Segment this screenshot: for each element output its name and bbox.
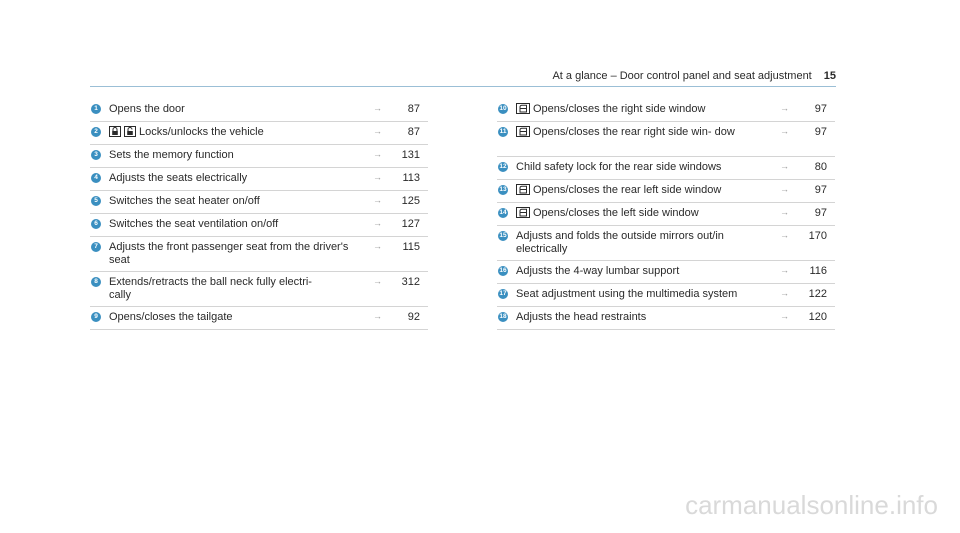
arrow-icon: → xyxy=(373,218,382,228)
item-description xyxy=(516,126,764,139)
list-item xyxy=(497,99,835,122)
item-number-badge: 12 xyxy=(498,162,508,172)
header-title: At a glance – Door control panel and seat adjustment xyxy=(552,70,812,82)
item-number-badge: 4 xyxy=(91,173,101,183)
item-description: Opens the door xyxy=(109,103,185,115)
window-switch-icon xyxy=(516,103,530,114)
item-description: Switches the seat heater on/off xyxy=(109,195,260,207)
item-text: Opens/closes the rear right side win- dow xyxy=(533,126,735,138)
list-item xyxy=(497,284,835,307)
list-item xyxy=(497,226,835,261)
arrow-icon: → xyxy=(373,241,382,251)
page-reference[interactable]: 115 xyxy=(402,241,420,253)
unlock-icon xyxy=(124,126,136,137)
arrow-icon: → xyxy=(780,311,789,321)
item-description: Opens/closes the tailgate xyxy=(109,311,233,323)
page-reference[interactable]: 131 xyxy=(401,149,420,161)
page-reference[interactable]: 87 xyxy=(407,103,420,115)
item-text: Opens/closes the left side window xyxy=(533,207,699,219)
list-item xyxy=(497,307,835,330)
list-item xyxy=(90,99,428,122)
page-reference[interactable]: 312 xyxy=(401,276,420,288)
item-number-badge: 15 xyxy=(498,231,508,241)
arrow-icon: → xyxy=(780,184,789,194)
list-item xyxy=(497,157,835,180)
page-reference[interactable]: 97 xyxy=(814,103,827,115)
list-item xyxy=(90,145,428,168)
item-description: Adjusts the 4-way lumbar support xyxy=(516,265,680,277)
arrow-icon: → xyxy=(373,126,382,136)
item-text: Opens/closes the rear left side window xyxy=(533,184,722,196)
arrow-icon: → xyxy=(780,161,789,171)
list-item xyxy=(90,214,428,237)
arrow-icon: → xyxy=(373,172,382,182)
item-number-badge: 16 xyxy=(498,266,508,276)
window-switch-icon xyxy=(516,126,530,137)
page-reference[interactable]: 113 xyxy=(402,172,420,184)
item-number-badge: 11 xyxy=(498,127,508,137)
item-description: Adjusts the head restraints xyxy=(516,311,647,323)
list-item xyxy=(90,168,428,191)
item-description: Seat adjustment using the multimedia system xyxy=(516,288,738,300)
arrow-icon: → xyxy=(373,103,382,113)
item-description: Switches the seat ventilation on/off xyxy=(109,218,279,230)
list-item xyxy=(90,307,428,330)
list-item xyxy=(497,203,835,226)
arrow-icon: → xyxy=(780,288,789,298)
item-number-badge: 8 xyxy=(91,277,101,287)
arrow-icon: → xyxy=(373,276,382,286)
item-description: Adjusts the front passenger seat from the driver's seat xyxy=(109,241,349,266)
page-reference[interactable]: 87 xyxy=(407,126,420,138)
page-reference[interactable]: 97 xyxy=(814,207,827,219)
item-text: Opens/closes the right side window xyxy=(533,103,706,115)
item-description: Extends/retracts the ball neck fully electri- cally xyxy=(109,276,312,301)
item-number-badge: 10 xyxy=(498,104,508,114)
list-item xyxy=(90,272,428,307)
page-reference[interactable]: 127 xyxy=(401,218,420,230)
item-text: Locks/unlocks the vehicle xyxy=(139,126,264,138)
page-number: 15 xyxy=(823,70,836,82)
page-reference[interactable]: 170 xyxy=(808,230,827,242)
page-reference[interactable]: 92 xyxy=(407,311,420,323)
item-number-badge: 2 xyxy=(91,127,101,137)
list-item xyxy=(90,237,428,272)
window-switch-icon xyxy=(516,207,530,218)
arrow-icon: → xyxy=(373,195,382,205)
header-rule xyxy=(90,86,836,87)
item-description: Adjusts the seats electrically xyxy=(109,172,248,184)
page-reference[interactable]: 125 xyxy=(401,195,420,207)
arrow-icon: → xyxy=(780,265,789,275)
page-reference[interactable]: 97 xyxy=(814,184,827,196)
page-reference[interactable]: 80 xyxy=(814,161,827,173)
lock-icon xyxy=(109,126,121,137)
item-number-badge: 13 xyxy=(498,185,508,195)
page-header xyxy=(500,68,836,84)
window-switch-icon xyxy=(516,184,530,195)
item-description: Child safety lock for the rear side windows xyxy=(516,161,722,173)
item-number-badge: 9 xyxy=(91,312,101,322)
item-number-badge: 18 xyxy=(498,312,508,322)
left-column xyxy=(90,99,428,330)
arrow-icon: → xyxy=(373,149,382,159)
item-number-badge: 1 xyxy=(91,104,101,114)
arrow-icon: → xyxy=(780,230,789,240)
right-column xyxy=(497,99,835,330)
item-number-badge: 17 xyxy=(498,289,508,299)
arrow-icon: → xyxy=(780,103,789,113)
watermark: carmanualsonline.info xyxy=(685,490,938,520)
page-reference[interactable]: 122 xyxy=(808,288,827,300)
arrow-icon: → xyxy=(780,126,789,136)
list-item xyxy=(90,191,428,214)
item-number-badge: 14 xyxy=(498,208,508,218)
item-number-badge: 5 xyxy=(91,196,101,206)
item-description: Adjusts and folds the outside mirrors out/in electrically xyxy=(516,230,724,255)
page-reference[interactable]: 97 xyxy=(814,126,827,138)
arrow-icon: → xyxy=(373,311,382,321)
arrow-icon: → xyxy=(780,207,789,217)
item-description: Sets the memory function xyxy=(109,149,234,161)
list-item xyxy=(90,122,428,145)
item-number-badge: 3 xyxy=(91,150,101,160)
page-reference[interactable]: 116 xyxy=(809,265,827,277)
page-reference[interactable]: 120 xyxy=(808,311,827,323)
list-item xyxy=(497,122,835,157)
list-item xyxy=(497,261,835,284)
item-number-badge: 7 xyxy=(91,242,101,252)
list-item xyxy=(497,180,835,203)
item-number-badge: 6 xyxy=(91,219,101,229)
